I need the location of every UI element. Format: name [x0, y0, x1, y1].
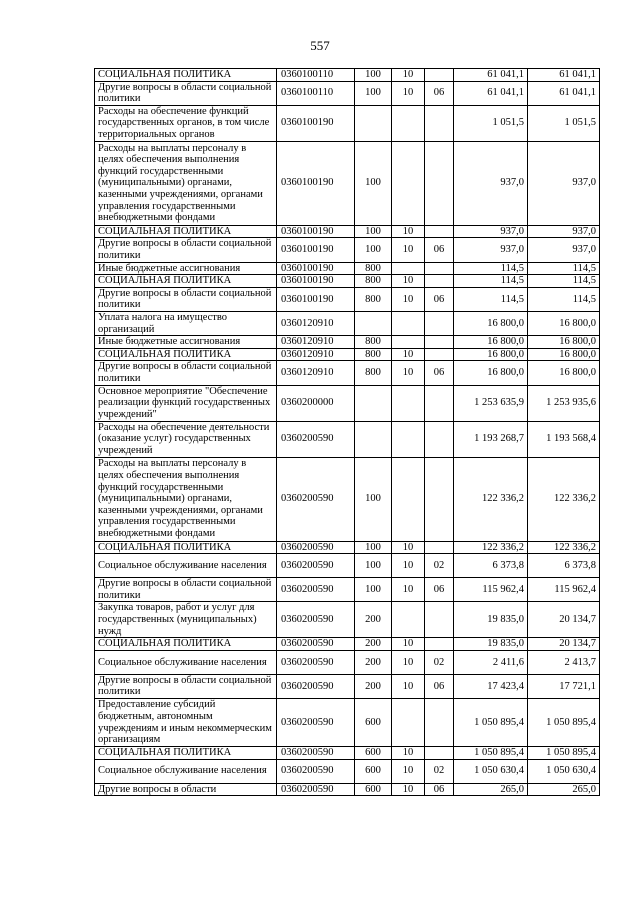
table-row: [95, 650, 600, 674]
cell-rz: [392, 457, 425, 541]
cell-rz: 10: [392, 225, 425, 238]
cell-sum-2: 2 413,7: [528, 650, 600, 674]
table-row: [95, 385, 600, 421]
cell-csr: 0360120910: [277, 348, 355, 361]
cell-sum-2: 1 051,5: [528, 105, 600, 141]
table-row: [95, 541, 600, 554]
cell-rz: [392, 602, 425, 638]
cell-name: Иные бюджетные ассигнования: [95, 262, 277, 275]
cell-name: Другие вопросы в области социальной политики: [95, 287, 277, 311]
cell-pr: 02: [425, 650, 454, 674]
table-row: [95, 311, 600, 335]
cell-name: Другие вопросы в области социальной политики: [95, 361, 277, 385]
cell-pr: [425, 747, 454, 760]
cell-name: Другие вопросы в области социальной политики: [95, 578, 277, 602]
cell-pr: [425, 275, 454, 288]
cell-vr: 800: [355, 287, 392, 311]
cell-name: Социальное обслуживание населения: [95, 650, 277, 674]
cell-pr: [425, 311, 454, 335]
cell-sum-2: 265,0: [528, 783, 600, 796]
cell-csr: 0360200590: [277, 554, 355, 578]
table-row: [95, 105, 600, 141]
cell-vr: [355, 385, 392, 421]
cell-rz: 10: [392, 361, 425, 385]
cell-sum-1: 17 423,4: [454, 674, 528, 698]
cell-csr: 0360200590: [277, 578, 355, 602]
cell-name: Предоставление субсидий бюджетным, автономным учреждениям и иным некоммерческим организациям: [95, 699, 277, 747]
cell-name: Другие вопросы в области социальной политики: [95, 238, 277, 262]
cell-csr: 0360200590: [277, 783, 355, 796]
cell-vr: 100: [355, 554, 392, 578]
cell-sum-1: 1 193 268,7: [454, 421, 528, 457]
cell-sum-2: 122 336,2: [528, 541, 600, 554]
cell-pr: [425, 541, 454, 554]
cell-name: СОЦИАЛЬНАЯ ПОЛИТИКА: [95, 638, 277, 651]
cell-sum-2: 1 050 895,4: [528, 699, 600, 747]
cell-sum-2: 17 721,1: [528, 674, 600, 698]
table-row: [95, 602, 600, 638]
table-body: [95, 69, 600, 796]
cell-sum-2: 61 041,1: [528, 81, 600, 105]
table-row: [95, 141, 600, 225]
cell-rz: 10: [392, 638, 425, 651]
cell-pr: 02: [425, 554, 454, 578]
cell-pr: [425, 69, 454, 82]
cell-name: СОЦИАЛЬНАЯ ПОЛИТИКА: [95, 541, 277, 554]
cell-csr: 0360120910: [277, 361, 355, 385]
cell-sum-2: 61 041,1: [528, 69, 600, 82]
table-row: [95, 262, 600, 275]
cell-name: Закупка товаров, работ и услуг для государственных (муниципальных) нужд: [95, 602, 277, 638]
cell-csr: 0360100190: [277, 275, 355, 288]
cell-sum-2: 937,0: [528, 225, 600, 238]
cell-sum-2: 1 193 568,4: [528, 421, 600, 457]
table-row: [95, 336, 600, 349]
cell-vr: [355, 421, 392, 457]
table-row: [95, 759, 600, 783]
cell-name: Расходы на выплаты персоналу в целях обеспечения выполнения функций государственными (муниципальными) органами, казенными учреждениями, органами управления государственными внебюджетными фондами: [95, 141, 277, 225]
cell-csr: 0360200590: [277, 759, 355, 783]
cell-rz: 10: [392, 674, 425, 698]
cell-vr: 200: [355, 602, 392, 638]
cell-vr: 800: [355, 361, 392, 385]
cell-pr: 06: [425, 674, 454, 698]
cell-sum-2: 115 962,4: [528, 578, 600, 602]
cell-vr: 100: [355, 141, 392, 225]
cell-sum-1: 115 962,4: [454, 578, 528, 602]
cell-csr: 0360100190: [277, 225, 355, 238]
cell-sum-2: 1 050 630,4: [528, 759, 600, 783]
cell-sum-1: 114,5: [454, 287, 528, 311]
table-row: [95, 238, 600, 262]
cell-csr: 0360100190: [277, 287, 355, 311]
cell-rz: [392, 105, 425, 141]
cell-sum-1: 16 800,0: [454, 348, 528, 361]
cell-vr: [355, 105, 392, 141]
cell-pr: [425, 602, 454, 638]
table-row: [95, 225, 600, 238]
cell-name: Расходы на обеспечение деятельности (оказание услуг) государственных учреждений: [95, 421, 277, 457]
cell-rz: 10: [392, 650, 425, 674]
cell-name: СОЦИАЛЬНАЯ ПОЛИТИКА: [95, 275, 277, 288]
cell-sum-2: 16 800,0: [528, 361, 600, 385]
cell-sum-1: 1 253 635,9: [454, 385, 528, 421]
cell-sum-1: 265,0: [454, 783, 528, 796]
cell-rz: 10: [392, 81, 425, 105]
cell-vr: 100: [355, 578, 392, 602]
cell-pr: [425, 141, 454, 225]
cell-sum-2: 122 336,2: [528, 457, 600, 541]
cell-sum-1: 2 411,6: [454, 650, 528, 674]
cell-pr: 06: [425, 238, 454, 262]
cell-sum-2: 114,5: [528, 275, 600, 288]
cell-sum-1: 114,5: [454, 275, 528, 288]
cell-sum-2: 16 800,0: [528, 348, 600, 361]
cell-vr: 800: [355, 348, 392, 361]
cell-rz: 10: [392, 759, 425, 783]
cell-vr: 100: [355, 225, 392, 238]
cell-csr: 0360100190: [277, 141, 355, 225]
cell-name: СОЦИАЛЬНАЯ ПОЛИТИКА: [95, 348, 277, 361]
cell-rz: 10: [392, 578, 425, 602]
cell-sum-2: 20 134,7: [528, 638, 600, 651]
cell-sum-1: 122 336,2: [454, 457, 528, 541]
cell-rz: 10: [392, 783, 425, 796]
cell-sum-1: 19 835,0: [454, 638, 528, 651]
cell-name: Другие вопросы в области социальной политики: [95, 674, 277, 698]
cell-pr: [425, 262, 454, 275]
cell-vr: 600: [355, 759, 392, 783]
cell-vr: [355, 311, 392, 335]
cell-sum-1: 1 050 895,4: [454, 699, 528, 747]
budget-table: [94, 68, 600, 796]
cell-rz: [392, 699, 425, 747]
cell-rz: 10: [392, 275, 425, 288]
cell-sum-2: 114,5: [528, 262, 600, 275]
cell-csr: 0360200590: [277, 541, 355, 554]
cell-name: Другие вопросы в области: [95, 783, 277, 796]
cell-sum-1: 16 800,0: [454, 311, 528, 335]
cell-rz: [392, 262, 425, 275]
cell-name: Уплата налога на имущество организаций: [95, 311, 277, 335]
cell-csr: 0360100190: [277, 262, 355, 275]
cell-csr: 0360200000: [277, 385, 355, 421]
cell-name: Иные бюджетные ассигнования: [95, 336, 277, 349]
cell-pr: 06: [425, 361, 454, 385]
cell-csr: 0360200590: [277, 457, 355, 541]
cell-vr: 100: [355, 541, 392, 554]
cell-csr: 0360200590: [277, 421, 355, 457]
cell-sum-1: 19 835,0: [454, 602, 528, 638]
cell-sum-1: 937,0: [454, 225, 528, 238]
cell-name: СОЦИАЛЬНАЯ ПОЛИТИКА: [95, 69, 277, 82]
table-row: [95, 421, 600, 457]
cell-csr: 0360100190: [277, 105, 355, 141]
cell-sum-1: 114,5: [454, 262, 528, 275]
cell-vr: 800: [355, 336, 392, 349]
table-row: [95, 287, 600, 311]
cell-vr: 600: [355, 747, 392, 760]
cell-pr: [425, 421, 454, 457]
cell-sum-1: 1 050 895,4: [454, 747, 528, 760]
cell-sum-2: 114,5: [528, 287, 600, 311]
cell-rz: 10: [392, 747, 425, 760]
table-row: [95, 69, 600, 82]
cell-vr: 100: [355, 457, 392, 541]
cell-pr: [425, 336, 454, 349]
cell-rz: 10: [392, 554, 425, 578]
cell-pr: 06: [425, 783, 454, 796]
cell-rz: [392, 385, 425, 421]
page-number: 557: [310, 38, 330, 53]
table-row: [95, 674, 600, 698]
cell-vr: 200: [355, 638, 392, 651]
cell-sum-1: 16 800,0: [454, 361, 528, 385]
table-row: [95, 361, 600, 385]
cell-sum-1: 937,0: [454, 238, 528, 262]
cell-sum-2: 20 134,7: [528, 602, 600, 638]
cell-csr: 0360100110: [277, 81, 355, 105]
cell-sum-1: 937,0: [454, 141, 528, 225]
cell-vr: 200: [355, 674, 392, 698]
cell-sum-1: 1 050 630,4: [454, 759, 528, 783]
cell-pr: [425, 105, 454, 141]
table-row: [95, 554, 600, 578]
cell-vr: 200: [355, 650, 392, 674]
table-row: [95, 578, 600, 602]
cell-rz: [392, 141, 425, 225]
table-row: [95, 638, 600, 651]
cell-csr: 0360200590: [277, 674, 355, 698]
cell-sum-2: 937,0: [528, 141, 600, 225]
cell-csr: 0360200590: [277, 650, 355, 674]
cell-csr: 0360200590: [277, 699, 355, 747]
cell-name: Основное мероприятие "Обеспечение реализации функций государственных учреждений": [95, 385, 277, 421]
table-row: [95, 457, 600, 541]
cell-rz: 10: [392, 287, 425, 311]
cell-sum-1: 122 336,2: [454, 541, 528, 554]
cell-pr: 06: [425, 578, 454, 602]
cell-pr: 02: [425, 759, 454, 783]
cell-vr: 600: [355, 699, 392, 747]
cell-pr: [425, 225, 454, 238]
cell-name: СОЦИАЛЬНАЯ ПОЛИТИКА: [95, 225, 277, 238]
table-row: [95, 747, 600, 760]
cell-vr: 100: [355, 69, 392, 82]
cell-sum-1: 1 051,5: [454, 105, 528, 141]
cell-csr: 0360200590: [277, 638, 355, 651]
cell-rz: 10: [392, 238, 425, 262]
cell-rz: [392, 311, 425, 335]
cell-name: Социальное обслуживание населения: [95, 759, 277, 783]
cell-pr: [425, 638, 454, 651]
table-row: [95, 348, 600, 361]
cell-sum-1: 61 041,1: [454, 69, 528, 82]
table-row: [95, 275, 600, 288]
cell-name: Социальное обслуживание населения: [95, 554, 277, 578]
cell-sum-1: 61 041,1: [454, 81, 528, 105]
cell-csr: 0360120910: [277, 311, 355, 335]
cell-pr: [425, 385, 454, 421]
cell-sum-2: 16 800,0: [528, 311, 600, 335]
cell-csr: 0360120910: [277, 336, 355, 349]
cell-rz: 10: [392, 69, 425, 82]
cell-name: Расходы на обеспечение функций государственных органов, в том числе территориальных органов: [95, 105, 277, 141]
cell-vr: 800: [355, 275, 392, 288]
cell-name: Расходы на выплаты персоналу в целях обеспечения выполнения функций государственными (муниципальными) органами, казенными учреждениями, органами управления государственными внебюджетными фондами: [95, 457, 277, 541]
cell-pr: [425, 699, 454, 747]
cell-rz: 10: [392, 541, 425, 554]
cell-sum-2: 6 373,8: [528, 554, 600, 578]
cell-sum-2: 1 253 935,6: [528, 385, 600, 421]
cell-pr: 06: [425, 81, 454, 105]
cell-csr: 0360100110: [277, 69, 355, 82]
cell-name: Другие вопросы в области социальной политики: [95, 81, 277, 105]
cell-vr: 100: [355, 81, 392, 105]
cell-pr: [425, 457, 454, 541]
cell-sum-2: 1 050 895,4: [528, 747, 600, 760]
cell-sum-1: 16 800,0: [454, 336, 528, 349]
cell-rz: [392, 336, 425, 349]
cell-csr: 0360100190: [277, 238, 355, 262]
cell-pr: 06: [425, 287, 454, 311]
cell-csr: 0360200590: [277, 747, 355, 760]
cell-rz: [392, 421, 425, 457]
table-row: [95, 783, 600, 796]
table-row: [95, 699, 600, 747]
cell-vr: 800: [355, 262, 392, 275]
cell-sum-1: 6 373,8: [454, 554, 528, 578]
cell-sum-2: 16 800,0: [528, 336, 600, 349]
cell-sum-2: 937,0: [528, 238, 600, 262]
cell-name: СОЦИАЛЬНАЯ ПОЛИТИКА: [95, 747, 277, 760]
cell-vr: 600: [355, 783, 392, 796]
table-row: [95, 81, 600, 105]
cell-rz: 10: [392, 348, 425, 361]
cell-pr: [425, 348, 454, 361]
cell-vr: 100: [355, 238, 392, 262]
cell-csr: 0360200590: [277, 602, 355, 638]
